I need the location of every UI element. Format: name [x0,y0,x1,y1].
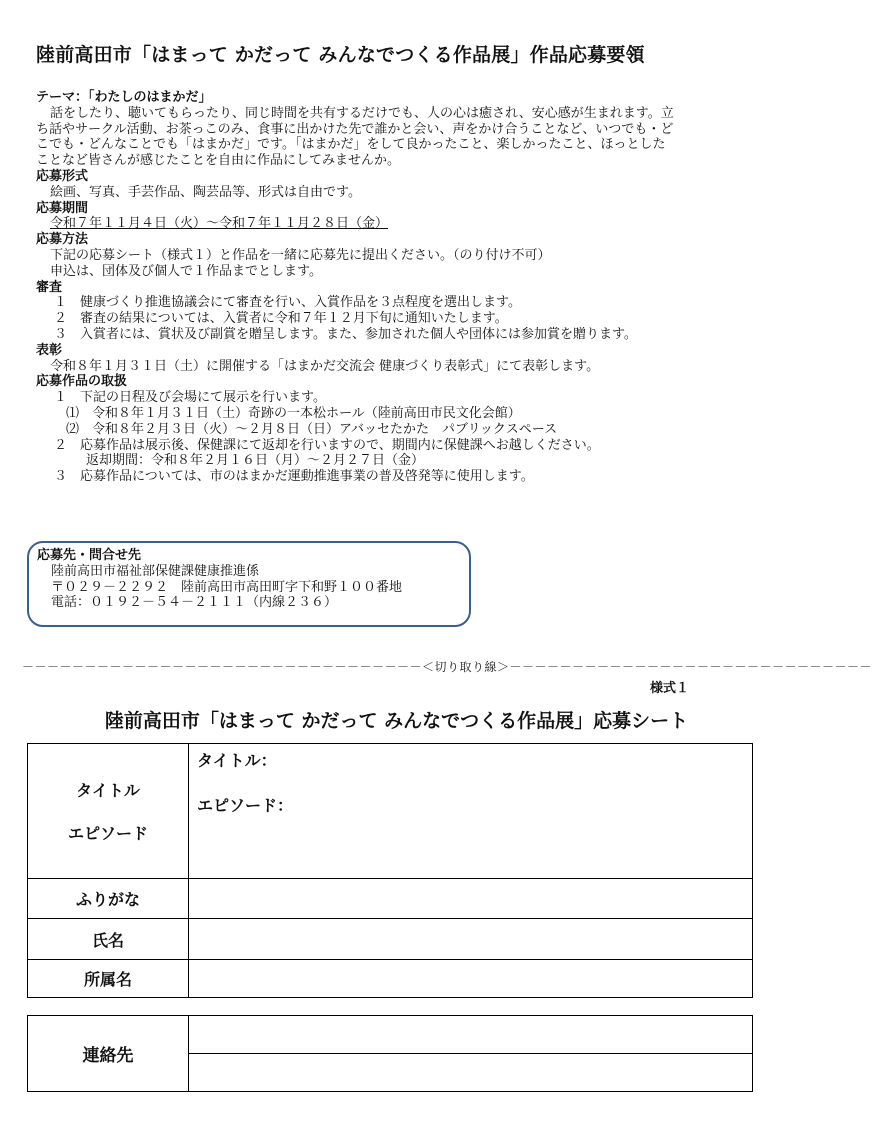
handling-return-period: 返却期間：令和８年２月１６日（月）～２月２７日（金） [86,453,425,469]
contact-phone: 電話：０１９２－５４－２１１１（内線２３６） [51,595,338,611]
contact-label: 連絡先 [28,1016,189,1092]
contact-info-box [27,541,471,627]
furigana-label: ふりがな [28,879,189,919]
method-heading: 応募方法 [36,232,89,248]
page-title: 陸前高田市「はまって かだって みんなでつくる作品展」作品応募要領 [36,44,645,66]
contact-input-1[interactable] [189,1016,753,1054]
period-heading: 応募期間 [36,200,89,216]
handling-sub-1: ⑴ 令和８年１月３１日（土）奇跡の一本松ホール（陸前高田市民文化会館） [66,405,521,421]
application-guidelines [36,90,754,485]
affiliation-label: 所属名 [28,960,189,998]
format-heading: 応募形式 [36,168,89,184]
application-sheet-table [27,743,753,998]
title-episode-label-cell [28,744,189,879]
title-episode-input[interactable] [189,744,753,879]
award-heading: 表彰 [36,342,63,358]
method-line-2: 申込は、団体及び個人で１作品までとします。 [50,263,322,279]
handling-item-1: １ 下記の日程及び会場にて展示を行います。 [54,390,326,406]
review-item-1: １ 健康づくり推進協議会にて審査を行い、入賞作品を３点程度を選出します。 [54,295,521,311]
theme-line-1: 話をしたり、聴いてもらったり、同じ時間を共有するだけでも、人の心は癒され、安心感が生まれます。立 [50,105,674,121]
furigana-input[interactable] [189,879,753,919]
cut-line: －－－－－－－－－－－－－－－－－－－－－－－－－－－－－－－－＜切り取り線＞－－－－－－－－－－－－－－－－－－－－－－－－－－－－－ [22,660,872,674]
handling-item-2: ２ 応募作品は展示後、保健課にて返却を行いますので、期間内に保健課へお越しください。 [54,437,600,453]
theme-line-4: ことなど皆さんが感じたことを自由に作品にしてみませんか。 [36,153,401,169]
handling-sub-2: ⑵ 令和８年２月３日（火）～２月８日（日）アバッセたかた パブリックスペース [66,421,558,437]
handling-item-3: ３ 応募作品については、市のはまかだ運動推進事業の普及啓発等に使用します。 [54,469,534,485]
contact-input-2[interactable] [189,1054,753,1092]
name-input[interactable] [189,919,753,960]
contact-sheet-table [27,1015,753,1092]
label-episode: エピソード [67,824,148,843]
format-text: 絵画、写真、手芸作品、陶芸品等、形式は自由です。 [50,184,361,200]
theme-line-3: こでも・どんなことでも「はまかだ」です。「はまかだ」をして良かったこと、楽しかったこと、ほっとした [36,137,666,153]
field-title-caption: タイトル： [197,751,277,770]
review-item-3: ３ 入賞者には、賞状及び副賞を贈呈します。また、参加された個人や団体には参加賞を贈ります。 [54,326,637,342]
theme-heading: テーマ：「わたしのはまかだ」 [36,90,212,105]
affiliation-input[interactable] [189,960,753,998]
theme-line-2: ち話やサークル活動、お茶っこのみ、食事に出かけた先で誰かと会い、声をかけ合うことなど、いつでも・ど [36,121,674,137]
field-episode-caption: エピソード： [197,796,294,815]
review-heading: 審査 [36,279,63,295]
contact-heading: 応募先・問合せ先 [37,548,142,563]
label-title: タイトル [76,781,140,800]
contact-address: 〒０２９－２２９２ 陸前高田市高田町字下和野１００番地 [51,579,403,595]
contact-department: 陸前高田市福祉部保健課健康推進係 [51,563,260,579]
period-text: 令和７年１１月４日（火）～令和７年１１月２８日（金） [50,216,389,232]
name-label: 氏名 [28,919,189,960]
award-text: 令和８年１月３１日（土）に開催する「はまかだ交流会 健康づくり表彰式」にて表彰します。 [50,358,600,374]
review-item-2: ２ 審査の結果については、入賞者に令和７年１２月下旬に通知いたします。 [54,311,508,327]
method-line-1: 下記の応募シート（様式１）と作品を一緒に応募先に提出ください。（のり付け不可） [50,247,551,263]
form-number: 様式１ [650,681,690,696]
sheet-title: 陸前高田市「はまって かだって みんなでつくる作品展」応募シート [104,710,689,732]
handling-heading: 応募作品の取扱 [36,374,128,390]
